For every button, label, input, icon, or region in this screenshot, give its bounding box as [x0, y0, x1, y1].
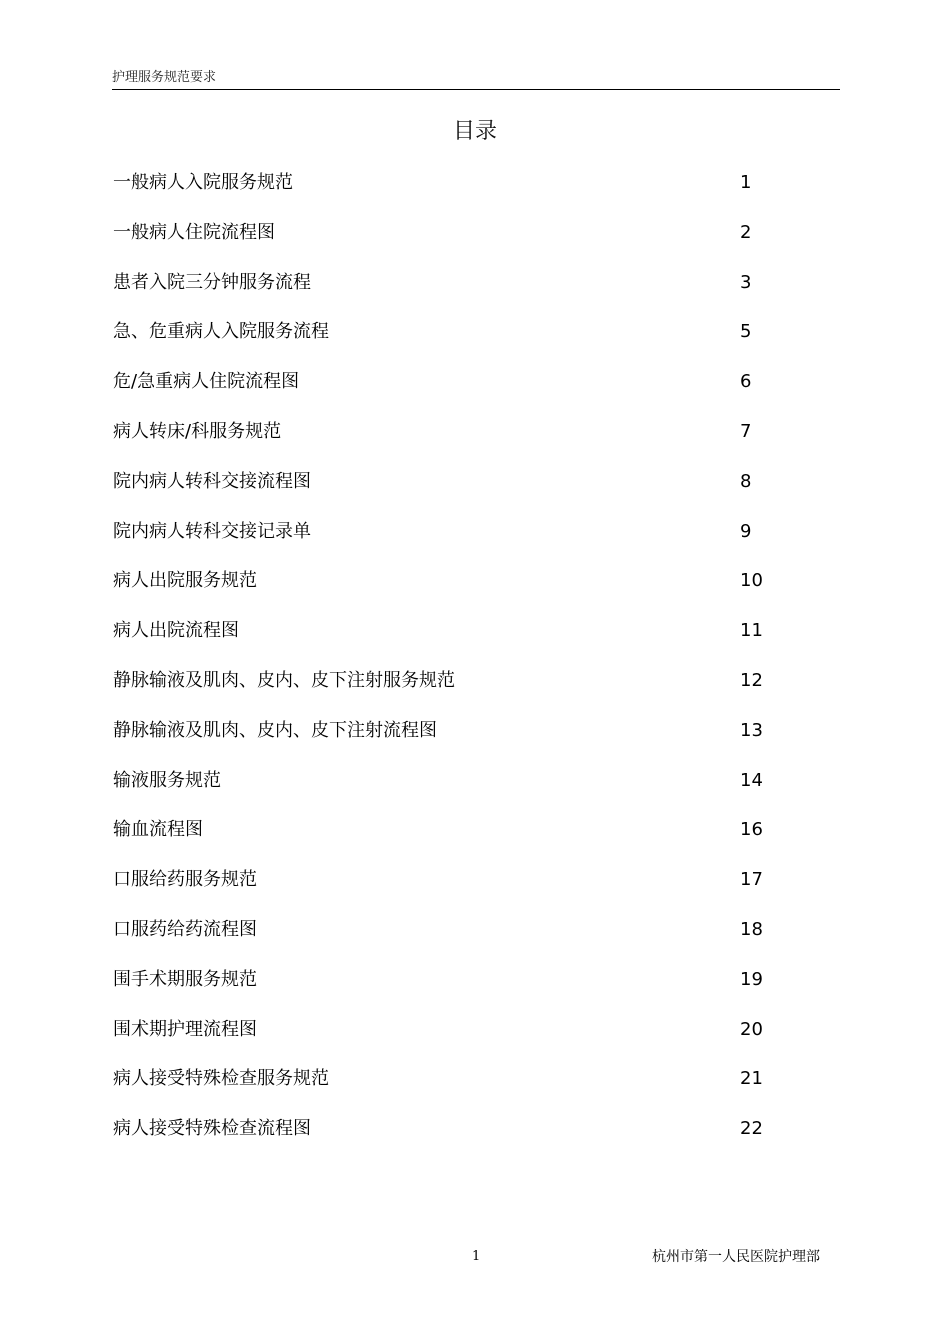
toc-entry[interactable]	[113, 218, 793, 268]
toc-entry-label: 输液服务规范	[113, 769, 221, 791]
toc-entry-label: 围术期护理流程图	[113, 1018, 257, 1040]
toc-entry-label: 一般病人入院服务规范	[113, 172, 293, 193]
toc-entry-label: 院内病人转科交接流程图	[113, 470, 311, 492]
header-title: 护理服务规范要求	[112, 70, 217, 85]
toc-entry-label: 口服给药服务规范	[113, 869, 257, 891]
toc-entry[interactable]	[113, 268, 793, 318]
toc-entry-page-number: 10	[740, 570, 763, 592]
toc-entry-label: 急、危重病人入院服务流程	[113, 321, 329, 343]
toc-entry[interactable]	[113, 965, 793, 1015]
toc-entry-page-number: 14	[740, 769, 763, 791]
page-title: 目录	[452, 119, 497, 144]
toc-entry-label: 输血流程图	[113, 819, 203, 841]
toc-entry-label: 危/急重病人住院流程图	[113, 371, 300, 393]
footer-page-number: 1	[472, 1249, 481, 1264]
toc-entry-label: 病人转床/科服务规范	[113, 420, 282, 442]
toc-entry-page-number: 19	[740, 968, 763, 990]
toc-entry-page-number: 2	[740, 221, 752, 243]
toc-entry[interactable]	[113, 766, 793, 816]
toc-entry-label: 病人接受特殊检查服务规范	[113, 1068, 329, 1090]
page-header	[112, 70, 840, 90]
toc-entry-page-number: 11	[740, 620, 763, 642]
toc-entry-label: 围手术期服务规范	[113, 968, 257, 990]
toc-entry[interactable]	[113, 566, 793, 616]
toc-entry-page-number: 1	[740, 172, 752, 193]
toc-entry[interactable]	[113, 616, 793, 666]
toc-entry[interactable]	[113, 915, 793, 965]
toc-entry-page-number: 7	[740, 420, 752, 442]
toc-entry-page-number: 6	[740, 371, 752, 393]
toc-entry-page-number: 8	[740, 470, 752, 492]
toc-entry-page-number: 5	[740, 321, 752, 343]
toc-entry[interactable]	[113, 367, 793, 417]
toc-entry-label: 院内病人转科交接记录单	[113, 520, 311, 542]
toc-entry-page-number: 12	[740, 669, 763, 691]
toc-entry[interactable]	[113, 716, 793, 766]
toc-entry-label: 静脉输液及肌肉、皮内、皮下注射流程图	[113, 719, 437, 741]
toc-entry-label: 病人出院流程图	[113, 620, 239, 642]
toc-entry[interactable]	[113, 865, 793, 915]
footer-organization: 杭州市第一人民医院护理部	[652, 1249, 820, 1265]
toc-entry-page-number: 22	[740, 1118, 763, 1140]
toc-entry[interactable]	[113, 815, 793, 865]
toc-entry[interactable]	[113, 1064, 793, 1114]
toc-entry-label: 病人接受特殊检查流程图	[113, 1118, 311, 1140]
toc-entry-label: 一般病人住院流程图	[113, 221, 275, 243]
toc-entry-page-number: 9	[740, 520, 752, 542]
toc-entry-page-number: 20	[740, 1018, 763, 1040]
toc-entry-page-number: 21	[740, 1068, 763, 1090]
toc-entry-page-number: 17	[740, 869, 763, 891]
toc-entry[interactable]	[113, 666, 793, 716]
table-of-contents	[113, 168, 793, 1164]
toc-entry-page-number: 18	[740, 918, 763, 940]
toc-entry-page-number: 13	[740, 719, 763, 741]
toc-entry-label: 静脉输液及肌肉、皮内、皮下注射服务规范	[113, 669, 455, 691]
toc-entry[interactable]	[113, 467, 793, 517]
toc-entry-label: 口服药给药流程图	[113, 918, 257, 940]
toc-entry[interactable]	[113, 417, 793, 467]
toc-entry[interactable]	[113, 517, 793, 567]
toc-entry[interactable]	[113, 317, 793, 367]
toc-entry[interactable]	[113, 1114, 793, 1164]
toc-entry[interactable]	[113, 168, 793, 218]
toc-entry-page-number: 16	[740, 819, 763, 841]
toc-entry[interactable]	[113, 1015, 793, 1065]
toc-entry-label: 患者入院三分钟服务流程	[113, 271, 311, 293]
toc-entry-label: 病人出院服务规范	[113, 570, 257, 592]
toc-entry-page-number: 3	[740, 271, 752, 293]
